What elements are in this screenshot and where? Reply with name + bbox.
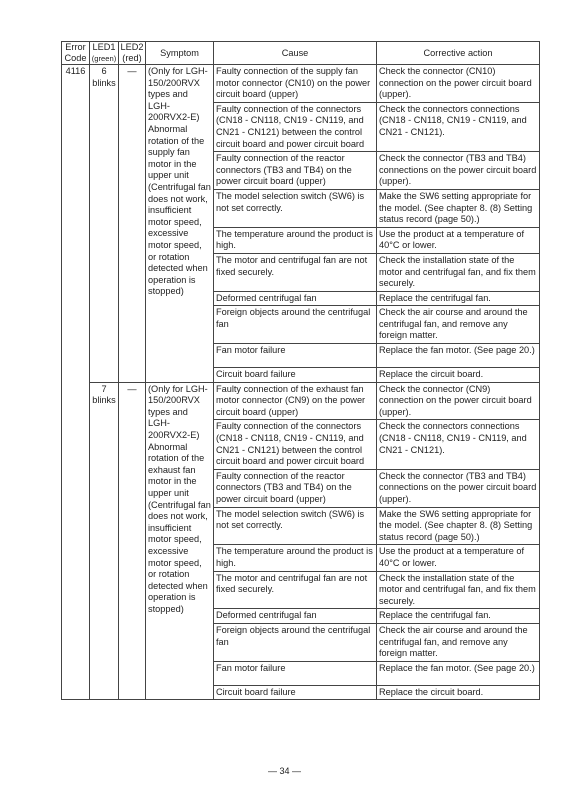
corrective-action-cell: Check the connector (CN10) connection on the power circuit board (upper).: [377, 65, 540, 103]
corrective-action-cell: Make the SW6 setting appropriate for the model. (See chapter 8. (8) Setting status record (page 50).): [377, 189, 540, 227]
header-cause: Cause: [214, 42, 377, 65]
led1-cell: 6 blinks: [90, 65, 119, 383]
led2-cell: —: [119, 382, 146, 700]
cause-cell: Deformed centrifugal fan: [214, 291, 377, 306]
corrective-action-cell: Check the connector (TB3 and TB4) connections on the power circuit board (upper).: [377, 152, 540, 190]
header-led1: LED1 (green): [90, 42, 119, 65]
cause-cell: The motor and centrifugal fan are not fixed securely.: [214, 571, 377, 609]
cause-cell: Faulty connection of the reactor connectors (TB3 and TB4) on the power circuit board (upper): [214, 469, 377, 507]
cause-cell: Faulty connection of the supply fan motor connector (CN10) on the power circuit board (upper): [214, 65, 377, 103]
corrective-action-cell: Check the connectors connections (CN18 - CN118, CN19 - CN119, and CN21 - CN121).: [377, 420, 540, 469]
corrective-action-cell: Check the installation state of the motor and centrifugal fan, and fix them securely.: [377, 571, 540, 609]
cause-cell: Foreign objects around the centrifugal fan: [214, 306, 377, 344]
symptom-cell: (Only for LGH-150/200RVX types and LGH-200RVX2-E) Abnormal rotation of the exhaust fan motor in the upper unit (Centrifugal fan does not work, insufficient motor speed, excessive motor speed, or rotation detected when operation is stopped): [146, 382, 214, 700]
corrective-action-cell: Make the SW6 setting appropriate for the model. (See chapter 8. (8) Setting status record (page 50).): [377, 507, 540, 545]
cause-cell: Faulty connection of the connectors (CN18 - CN118, CN19 - CN119, and CN21 - CN121) between the control circuit board and power circuit board: [214, 102, 377, 151]
header-corrective-action: Corrective action: [377, 42, 540, 65]
symptom-cell: (Only for LGH-150/200RVX types and LGH-200RVX2-E) Abnormal rotation of the supply fan motor in the upper unit (Centrifugal fan does not work, insufficient motor speed, excessive motor speed, or rotation detected when operation is stopped): [146, 65, 214, 383]
corrective-action-cell: Replace the circuit board.: [377, 685, 540, 700]
corrective-action-cell: Replace the fan motor. (See page 20.): [377, 344, 540, 368]
cause-cell: Fan motor failure: [214, 344, 377, 368]
table-row: [62, 382, 540, 420]
cause-cell: Foreign objects around the centrifugal fan: [214, 623, 377, 661]
corrective-action-cell: Check the connector (TB3 and TB4) connections on the power circuit board (upper).: [377, 469, 540, 507]
corrective-action-cell: Replace the centrifugal fan.: [377, 609, 540, 624]
cause-cell: Circuit board failure: [214, 685, 377, 700]
corrective-action-cell: Check the air course and around the centrifugal fan, and remove any foreign matter.: [377, 623, 540, 661]
corrective-action-cell: Check the connectors connections (CN18 - CN118, CN19 - CN119, and CN21 - CN121).: [377, 102, 540, 151]
corrective-action-cell: Use the product at a temperature of 40°C or lower.: [377, 227, 540, 253]
corrective-action-cell: Use the product at a temperature of 40°C or lower.: [377, 545, 540, 571]
corrective-action-cell: Check the air course and around the centrifugal fan, and remove any foreign matter.: [377, 306, 540, 344]
cause-cell: The model selection switch (SW6) is not set correctly.: [214, 507, 377, 545]
corrective-action-cell: Replace the fan motor. (See page 20.): [377, 661, 540, 685]
table-row: [62, 65, 540, 103]
table-header-row: [62, 42, 540, 65]
cause-cell: The temperature around the product is high.: [214, 227, 377, 253]
led2-cell: —: [119, 65, 146, 383]
corrective-action-cell: Check the installation state of the motor and centrifugal fan, and fix them securely.: [377, 253, 540, 291]
cause-cell: Fan motor failure: [214, 661, 377, 685]
corrective-action-cell: Check the connector (CN9) connection on the power circuit board (upper).: [377, 382, 540, 420]
header-error-code: Error Code: [62, 42, 90, 65]
error-code-cell: 4116: [62, 65, 90, 700]
table-body: [62, 65, 540, 700]
led1-cell: 7 blinks: [90, 382, 119, 700]
error-table: [61, 41, 540, 700]
cause-cell: Circuit board failure: [214, 368, 377, 383]
cause-cell: Faulty connection of the exhaust fan motor connector (CN9) on the power circuit board (upper): [214, 382, 377, 420]
cause-cell: The motor and centrifugal fan are not fixed securely.: [214, 253, 377, 291]
cause-cell: The model selection switch (SW6) is not set correctly.: [214, 189, 377, 227]
cause-cell: The temperature around the product is high.: [214, 545, 377, 571]
cause-cell: Deformed centrifugal fan: [214, 609, 377, 624]
cause-cell: Faulty connection of the reactor connectors (TB3 and TB4) on the power circuit board (upper): [214, 152, 377, 190]
header-led2: LED2 (red): [119, 42, 146, 65]
corrective-action-cell: Replace the circuit board.: [377, 368, 540, 383]
page-number: — 34 —: [267, 766, 301, 776]
corrective-action-cell: Replace the centrifugal fan.: [377, 291, 540, 306]
header-symptom: Symptom: [146, 42, 214, 65]
cause-cell: Faulty connection of the connectors (CN18 - CN118, CN19 - CN119, and CN21 - CN121) between the control circuit board and power circuit board: [214, 420, 377, 469]
